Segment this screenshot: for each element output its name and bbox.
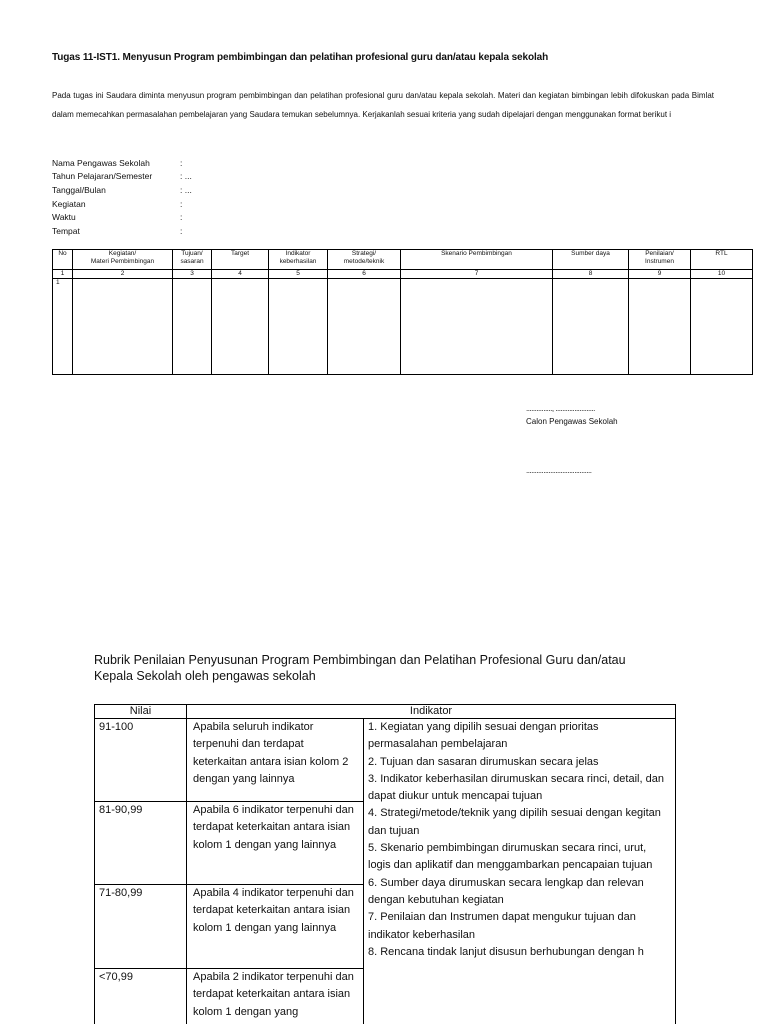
field-label: Kegiatan: [52, 198, 86, 209]
indicator-item: 1. Kegiatan yang dipilih sesuai dengan prioritas permasalahan pembelajaran: [368, 721, 599, 751]
table-cell[interactable]: [629, 279, 691, 375]
column-number: 2: [73, 270, 173, 279]
table-cell[interactable]: [553, 279, 629, 375]
column-header: Strategi/ metode/teknik: [328, 250, 401, 270]
signature-name-line: ......................................: [526, 466, 592, 475]
nilai-range: <70,99: [95, 969, 187, 1024]
indicator-item: 6. Sumber daya dirumuskan secara lengkap dan relevan dengan kebutuhan kegiatan: [368, 876, 644, 906]
indicator-item: 4. Strategi/metode/teknik yang dipilih sesuai dengan kegitan dan tujuan: [368, 807, 661, 837]
table-cell[interactable]: [173, 279, 212, 375]
field-label: Tahun Pelajaran/Semester: [52, 171, 153, 182]
column-number: 6: [328, 270, 401, 279]
nilai-description: Apabila seluruh indikator terpenuhi dan terdapat keterkaitan antara isian kolom 2 dengan yang lainnya: [187, 719, 364, 802]
column-header: Indikator keberhasilan: [269, 250, 328, 270]
column-number: 4: [212, 270, 269, 279]
table-cell[interactable]: [212, 279, 269, 375]
signature-place-date: ..............., .......................: [526, 404, 595, 413]
column-number: 7: [401, 270, 553, 279]
nilai-range: 81-90,99: [95, 802, 187, 885]
field-row: [52, 224, 192, 238]
table-cell[interactable]: [691, 279, 753, 375]
rubric-header-row: [95, 705, 676, 719]
indicator-list: [364, 719, 676, 1024]
indicator-item: 5. Skenario pembimbingan dirumuskan secara rinci, urut, logis dan aplikatif dan menggambarkan pencapaian tujuan: [368, 842, 653, 872]
identity-fields: [52, 156, 192, 238]
document-title: Tugas 11-IST1. Menyusun Program pembimbingan dan pelatihan profesional guru dan/atau kepala sekolah: [52, 52, 549, 63]
nilai-range: 91-100: [95, 719, 187, 802]
indicator-item: 8. Rencana tindak lanjut disusun berhubungan dengan h: [368, 945, 644, 958]
column-header: RTL: [691, 250, 753, 270]
field-row: [52, 156, 192, 170]
field-value: : ...: [180, 171, 192, 182]
field-label: Tempat: [52, 225, 80, 236]
column-number: 10: [691, 270, 753, 279]
signature-role: Calon Pengawas Sekolah: [526, 417, 618, 426]
table-header-row: [53, 250, 753, 270]
program-table: [52, 249, 753, 375]
field-row: [52, 197, 192, 211]
column-header: Skenario Pembimbingan: [401, 250, 553, 270]
rubric-row: [95, 719, 676, 802]
field-label: Nama Pengawas Sekolah: [52, 157, 150, 168]
table-cell[interactable]: [269, 279, 328, 375]
rubric-table: [94, 704, 676, 1024]
nilai-header: Nilai: [95, 705, 187, 719]
field-value: :: [180, 225, 183, 236]
nilai-description: Apabila 4 indikator terpenuhi dan terdapat keterkaitan antara isian kolom 1 dengan yang lainnya: [187, 885, 364, 969]
indikator-header: Indikator: [187, 705, 676, 719]
field-row: [52, 170, 192, 184]
column-number: 5: [269, 270, 328, 279]
column-header: Penilaian/ Instrumen: [629, 250, 691, 270]
row-number: 1: [53, 279, 73, 375]
column-header: Kegiatan/ Materi Pembimbingan: [73, 250, 173, 270]
table-cell[interactable]: [328, 279, 401, 375]
column-number: 3: [173, 270, 212, 279]
indicator-item: 2. Tujuan dan sasaran dirumuskan secara jelas: [368, 755, 599, 768]
rubric-title: Rubrik Penilaian Penyusunan Program Pembimbingan dan Pelatihan Profesional Guru dan/atau Kepala Sekolah oleh pengawas sekolah: [94, 653, 626, 683]
column-number: 8: [553, 270, 629, 279]
field-value: :: [180, 212, 183, 223]
nilai-description: Apabila 2 indikator terpenuhi dan terdapat keterkaitan antara isian kolom 1 dengan yang: [187, 969, 364, 1024]
field-label: Waktu: [52, 212, 76, 223]
column-number: 9: [629, 270, 691, 279]
column-header: Tujuan/ sasaran: [173, 250, 212, 270]
indicator-item: 7. Penilaian dan Instrumen dapat mengukur tujuan dan indikator keberhasilan: [368, 911, 636, 941]
indicator-item: 3. Indikator keberhasilan dirumuskan secara rinci, detail, dan dapat diukur untuk mencapai tujuan: [368, 772, 664, 803]
column-number: 1: [53, 270, 73, 279]
nilai-range: 71-80,99: [95, 885, 187, 969]
column-header: No: [53, 250, 73, 270]
table-row: [53, 279, 753, 375]
column-header: Target: [212, 250, 269, 270]
field-row: [52, 183, 192, 197]
column-number-row: [53, 270, 753, 279]
field-value: : ...: [180, 184, 192, 195]
field-row: [52, 210, 192, 224]
table-cell[interactable]: [73, 279, 173, 375]
field-label: Tanggal/Bulan: [52, 184, 106, 195]
field-value: :: [180, 198, 183, 209]
intro-paragraph: Pada tugas ini Saudara diminta menyusun program pembimbingan dan pelatihan profesional guru dan/atau kepala sekolah. Materi dan kegiatan bimbingan lebih difokuskan pada Bimlat dalam memecahkan permasalahan pembelajaran yang Saudara temukan sebelumnya. Kerjakanlah sesuai kriteria yang sudah dipelajari dengan menggunakan format berikut i: [52, 91, 714, 119]
table-cell[interactable]: [401, 279, 553, 375]
nilai-description: Apabila 6 indikator terpenuhi dan terdapat keterkaitan antara isian kolom 1 dengan yang lainnya: [187, 802, 364, 885]
column-header: Sumber daya: [553, 250, 629, 270]
field-value: :: [180, 157, 183, 168]
